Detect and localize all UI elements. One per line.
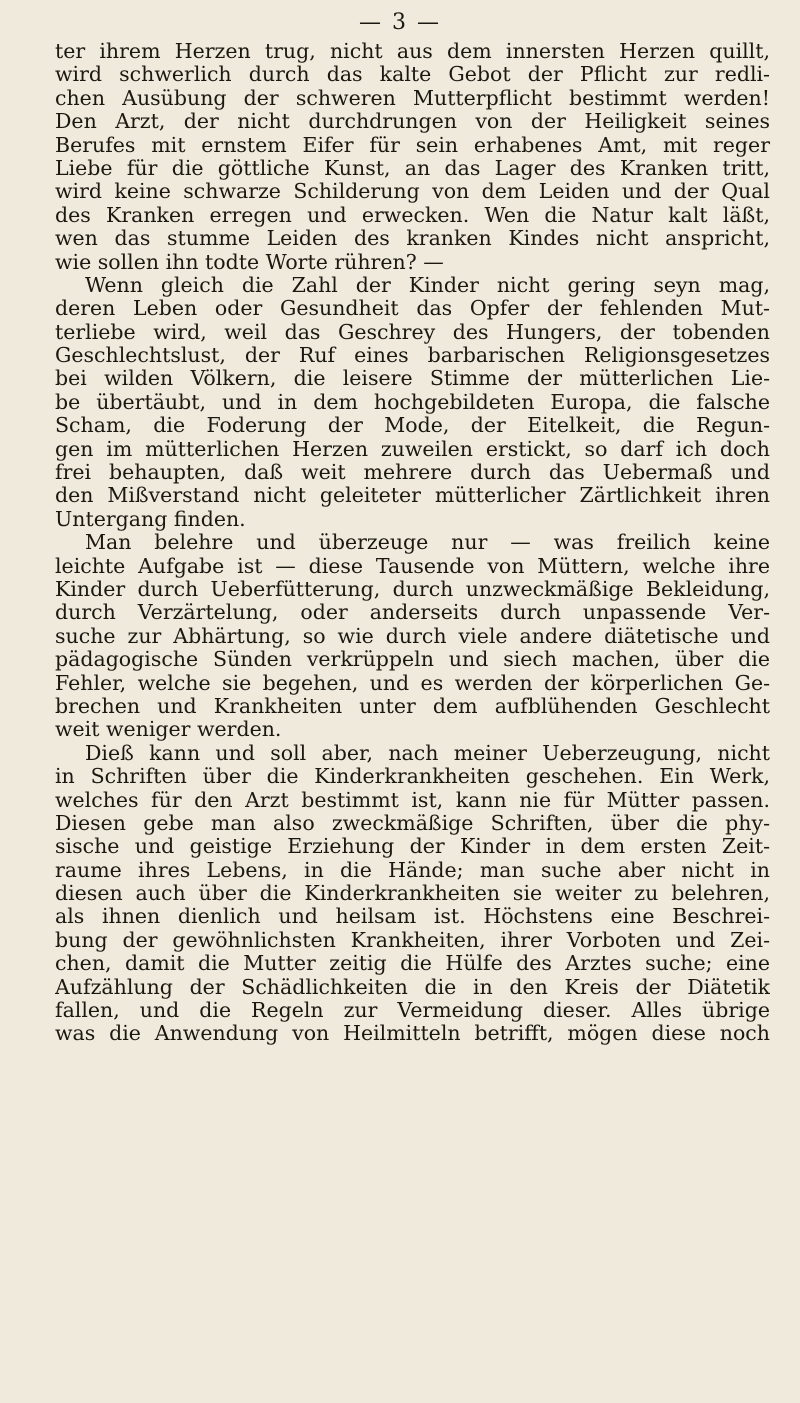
text-line: wen das stumme Leiden des kranken Kindes nicht anspricht, [55,227,770,251]
text-line: welches für den Arzt bestimmt ist, kann nie für Mütter passen. [55,788,770,812]
text-line: Berufes mit ernstem Eifer für sein erhabenes Amt, mit reger [55,133,770,157]
text-line: gen im mütterlichen Herzen zuweilen erstickt, so darf ich doch [55,437,770,461]
text-line: diesen auch über die Kinderkrankheiten sie weiter zu belehren, [55,882,770,906]
text-line: Den Arzt, der nicht durchdrungen von der Heiligkeit seines [55,110,770,134]
text-line: Wenn gleich die Zahl der Kinder nicht gering seyn mag, [85,273,770,297]
text-line: was die Anwendung von Heilmitteln betrifft, mögen diese noch [55,1022,770,1046]
text-line: Untergang finden. [55,507,246,531]
text-line: den Mißverstand nicht geleiteter mütterlicher Zärtlichkeit ihren [55,484,770,508]
text-line: terliebe wird, weil das Geschrey des Hungers, der tobenden [55,320,770,344]
text-line: des Kranken erregen und erwecken. Wen die Natur kalt läßt, [55,203,770,227]
text-line: Diesen gebe man also zweckmäßige Schriften, über die phy- [55,811,770,835]
text-line: weit weniger werden. [55,718,282,742]
text-line: leichte Aufgabe ist — diese Tausende von Müttern, welche ihre [55,554,770,578]
text-line: chen, damit die Mutter zeitig die Hülfe des Arztes suche; eine [55,952,770,976]
text-line: suche zur Abhärtung, so wie durch viele andere diätetische und [55,624,770,648]
text-line: bei wilden Völkern, die leisere Stimme der mütterlichen Lie- [55,367,770,391]
text-line: durch Verzärtelung, oder anderseits durch unpassende Ver- [55,601,770,625]
text-line: Geschlechtslust, der Ruf eines barbarischen Religionsgesetzes [55,344,770,368]
text-line: chen Ausübung der schweren Mutterpflicht bestimmt werden! [55,86,770,110]
text-line: als ihnen dienlich und heilsam ist. Höchstens eine Beschrei- [55,905,770,929]
text-line: frei behaupten, daß weit mehrere durch das Uebermaß und [55,461,770,485]
text-line: Scham, die Foderung der Mode, der Eitelkeit, die Regun- [55,414,770,438]
text-line: Fehler, welche sie begehen, und es werden der körperlichen Ge- [55,671,770,695]
page-number: — 3 — [359,10,441,35]
text-line: be übertäubt, und in dem hochgebildeten Europa, die falsche [55,390,770,414]
text-line: deren Leben oder Gesundheit das Opfer der fehlenden Mut- [55,297,770,321]
text-line: sische und geistige Erziehung der Kinder in dem ersten Zeit- [55,835,770,859]
text-line: in Schriften über die Kinderkrankheiten geschehen. Ein Werk, [55,765,770,789]
text-line: bung der gewöhnlichsten Krankheiten, ihrer Vorboten und Zei- [55,928,770,952]
text-line: fallen, und die Regeln zur Vermeidung dieser. Alles übrige [55,999,770,1023]
text-line: ter ihrem Herzen trug, nicht aus dem innersten Herzen quillt, [55,40,770,63]
text-line: Aufzählung der Schädlichkeiten die in den Kreis der Diätetik [55,975,770,999]
text-line: Kinder durch Ueberfütterung, durch unzweckmäßige Bekleidung, [55,577,770,601]
text-line: pädagogische Sünden verkrüppeln und siech machen, über die [55,648,770,672]
text-line: Man belehre und überzeuge nur — was freilich keine [85,531,770,555]
text-line: Dieß kann und soll aber, nach meiner Ueberzeugung, nicht [85,741,770,765]
text-line: Liebe für die göttliche Kunst, an das Lager des Kranken tritt, [55,156,770,180]
text-line: wird keine schwarze Schilderung von dem Leiden und der Qual [55,180,770,204]
text-line: raume ihres Lebens, in die Hände; man suche aber nicht in [55,858,770,882]
text-line: wird schwerlich durch das kalte Gebot der Pflicht zur redli- [55,63,770,87]
body-text [55,40,770,1046]
text-line: wie sollen ihn todte Worte rühren? — [55,250,444,274]
text-line: brechen und Krankheiten unter dem aufblühenden Geschlecht [55,694,770,718]
